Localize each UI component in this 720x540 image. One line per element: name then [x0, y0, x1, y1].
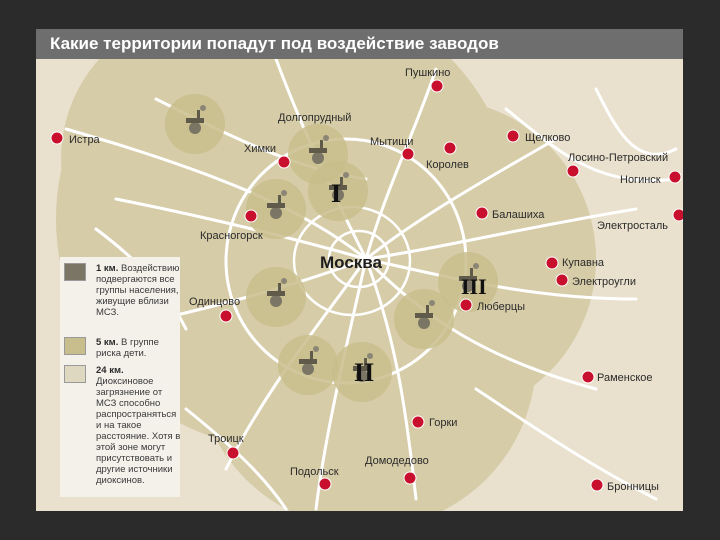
zone-1km-1	[312, 152, 324, 164]
city-label-dolgoprudny: Долгопрудный	[278, 112, 352, 124]
city-marker-10	[245, 210, 257, 222]
plant-numeral-2: II	[354, 358, 375, 387]
city-marker-12	[556, 274, 568, 286]
zone-1km-5	[418, 317, 430, 329]
city-label-kupavna: Купавна	[562, 257, 605, 269]
city-label-khimki: Химки	[244, 143, 277, 155]
city-marker-11	[546, 257, 558, 269]
zone-1km-6	[302, 363, 314, 375]
title-bar	[36, 29, 683, 59]
page-title: Какие территории попадут под воздействие заводов	[50, 34, 499, 53]
city-label-pushkino: Пушкино	[405, 67, 451, 79]
legend-5km-text: В группе риска дети.	[96, 337, 159, 359]
city-marker-6	[567, 165, 579, 177]
city-label-elektrostal: Электросталь	[597, 220, 668, 232]
city-marker-18	[319, 478, 331, 490]
city-label-domodedovo: Домодедово	[365, 455, 429, 467]
legend-panel	[60, 257, 180, 497]
city-marker-16	[412, 416, 424, 428]
plant-numeral-1: I	[331, 179, 342, 208]
legend-swatch-1km	[64, 263, 86, 281]
city-marker-2	[278, 156, 290, 168]
city-label-korolev: Королев	[426, 159, 469, 171]
city-label-gorki: Горки	[429, 417, 458, 429]
city-marker-1	[51, 132, 63, 144]
legend-swatch-5km	[64, 337, 86, 355]
map-slide	[36, 29, 683, 511]
city-marker-4	[507, 130, 519, 142]
city-label-troitsk: Троицк	[208, 433, 244, 445]
moscow-label: Москва	[320, 253, 382, 272]
city-marker-8	[476, 207, 488, 219]
zone-1km-4	[270, 295, 282, 307]
zone-1km-3	[270, 207, 282, 219]
city-marker-19	[404, 472, 416, 484]
city-marker-14	[460, 299, 472, 311]
city-label-odintsovo: Одинцово	[189, 296, 241, 308]
city-marker-15	[582, 371, 594, 383]
city-marker-13	[220, 310, 232, 322]
city-label-noginsk: Ногинск	[620, 174, 661, 186]
city-marker-17	[227, 447, 239, 459]
city-marker-9	[673, 209, 683, 221]
city-label-shchelkovo: Щелково	[525, 132, 571, 144]
city-label-podolsk: Подольск	[290, 466, 339, 478]
city-label-ramenskoe: Раменское	[597, 372, 653, 384]
legend-24km-label: 24 км.	[96, 365, 124, 376]
legend-1km-text: Воздействию подвергаются все группы населения, живущие вблизи МСЗ.	[96, 263, 180, 318]
city-marker-20	[591, 479, 603, 491]
legend-5km-label: 5 км.	[96, 337, 119, 348]
city-label-krasnogorsk: Красногорск	[200, 230, 263, 242]
legend-swatch-24km	[64, 365, 86, 383]
plant-numeral-3: III	[461, 274, 487, 299]
city-marker-7	[669, 171, 681, 183]
city-marker-5	[444, 142, 456, 154]
city-label-elektrougli: Электроугли	[572, 276, 636, 288]
zone-1km-0	[189, 122, 201, 134]
city-label-bronnitsy: Бронницы	[607, 481, 659, 493]
road-17	[596, 89, 676, 154]
city-label-losino: Лосино-Петровский	[568, 152, 669, 164]
city-label-balashikha: Балашиха	[492, 209, 545, 221]
city-label-mytishchi: Мытищи	[370, 136, 414, 148]
legend-24km-text: Диоксиновое загрязнение от МСЗ способно распространяться и на такое расстояние. Хотя в этой зоне могут присутствовать и другие источники диоксинов.	[96, 376, 181, 486]
city-label-lyubertsy: Люберцы	[477, 301, 526, 313]
city-marker-3	[402, 148, 414, 160]
city-label-istra: Истра	[69, 134, 100, 146]
legend-1km-label: 1 км.	[96, 263, 119, 274]
city-marker-0	[431, 80, 443, 92]
